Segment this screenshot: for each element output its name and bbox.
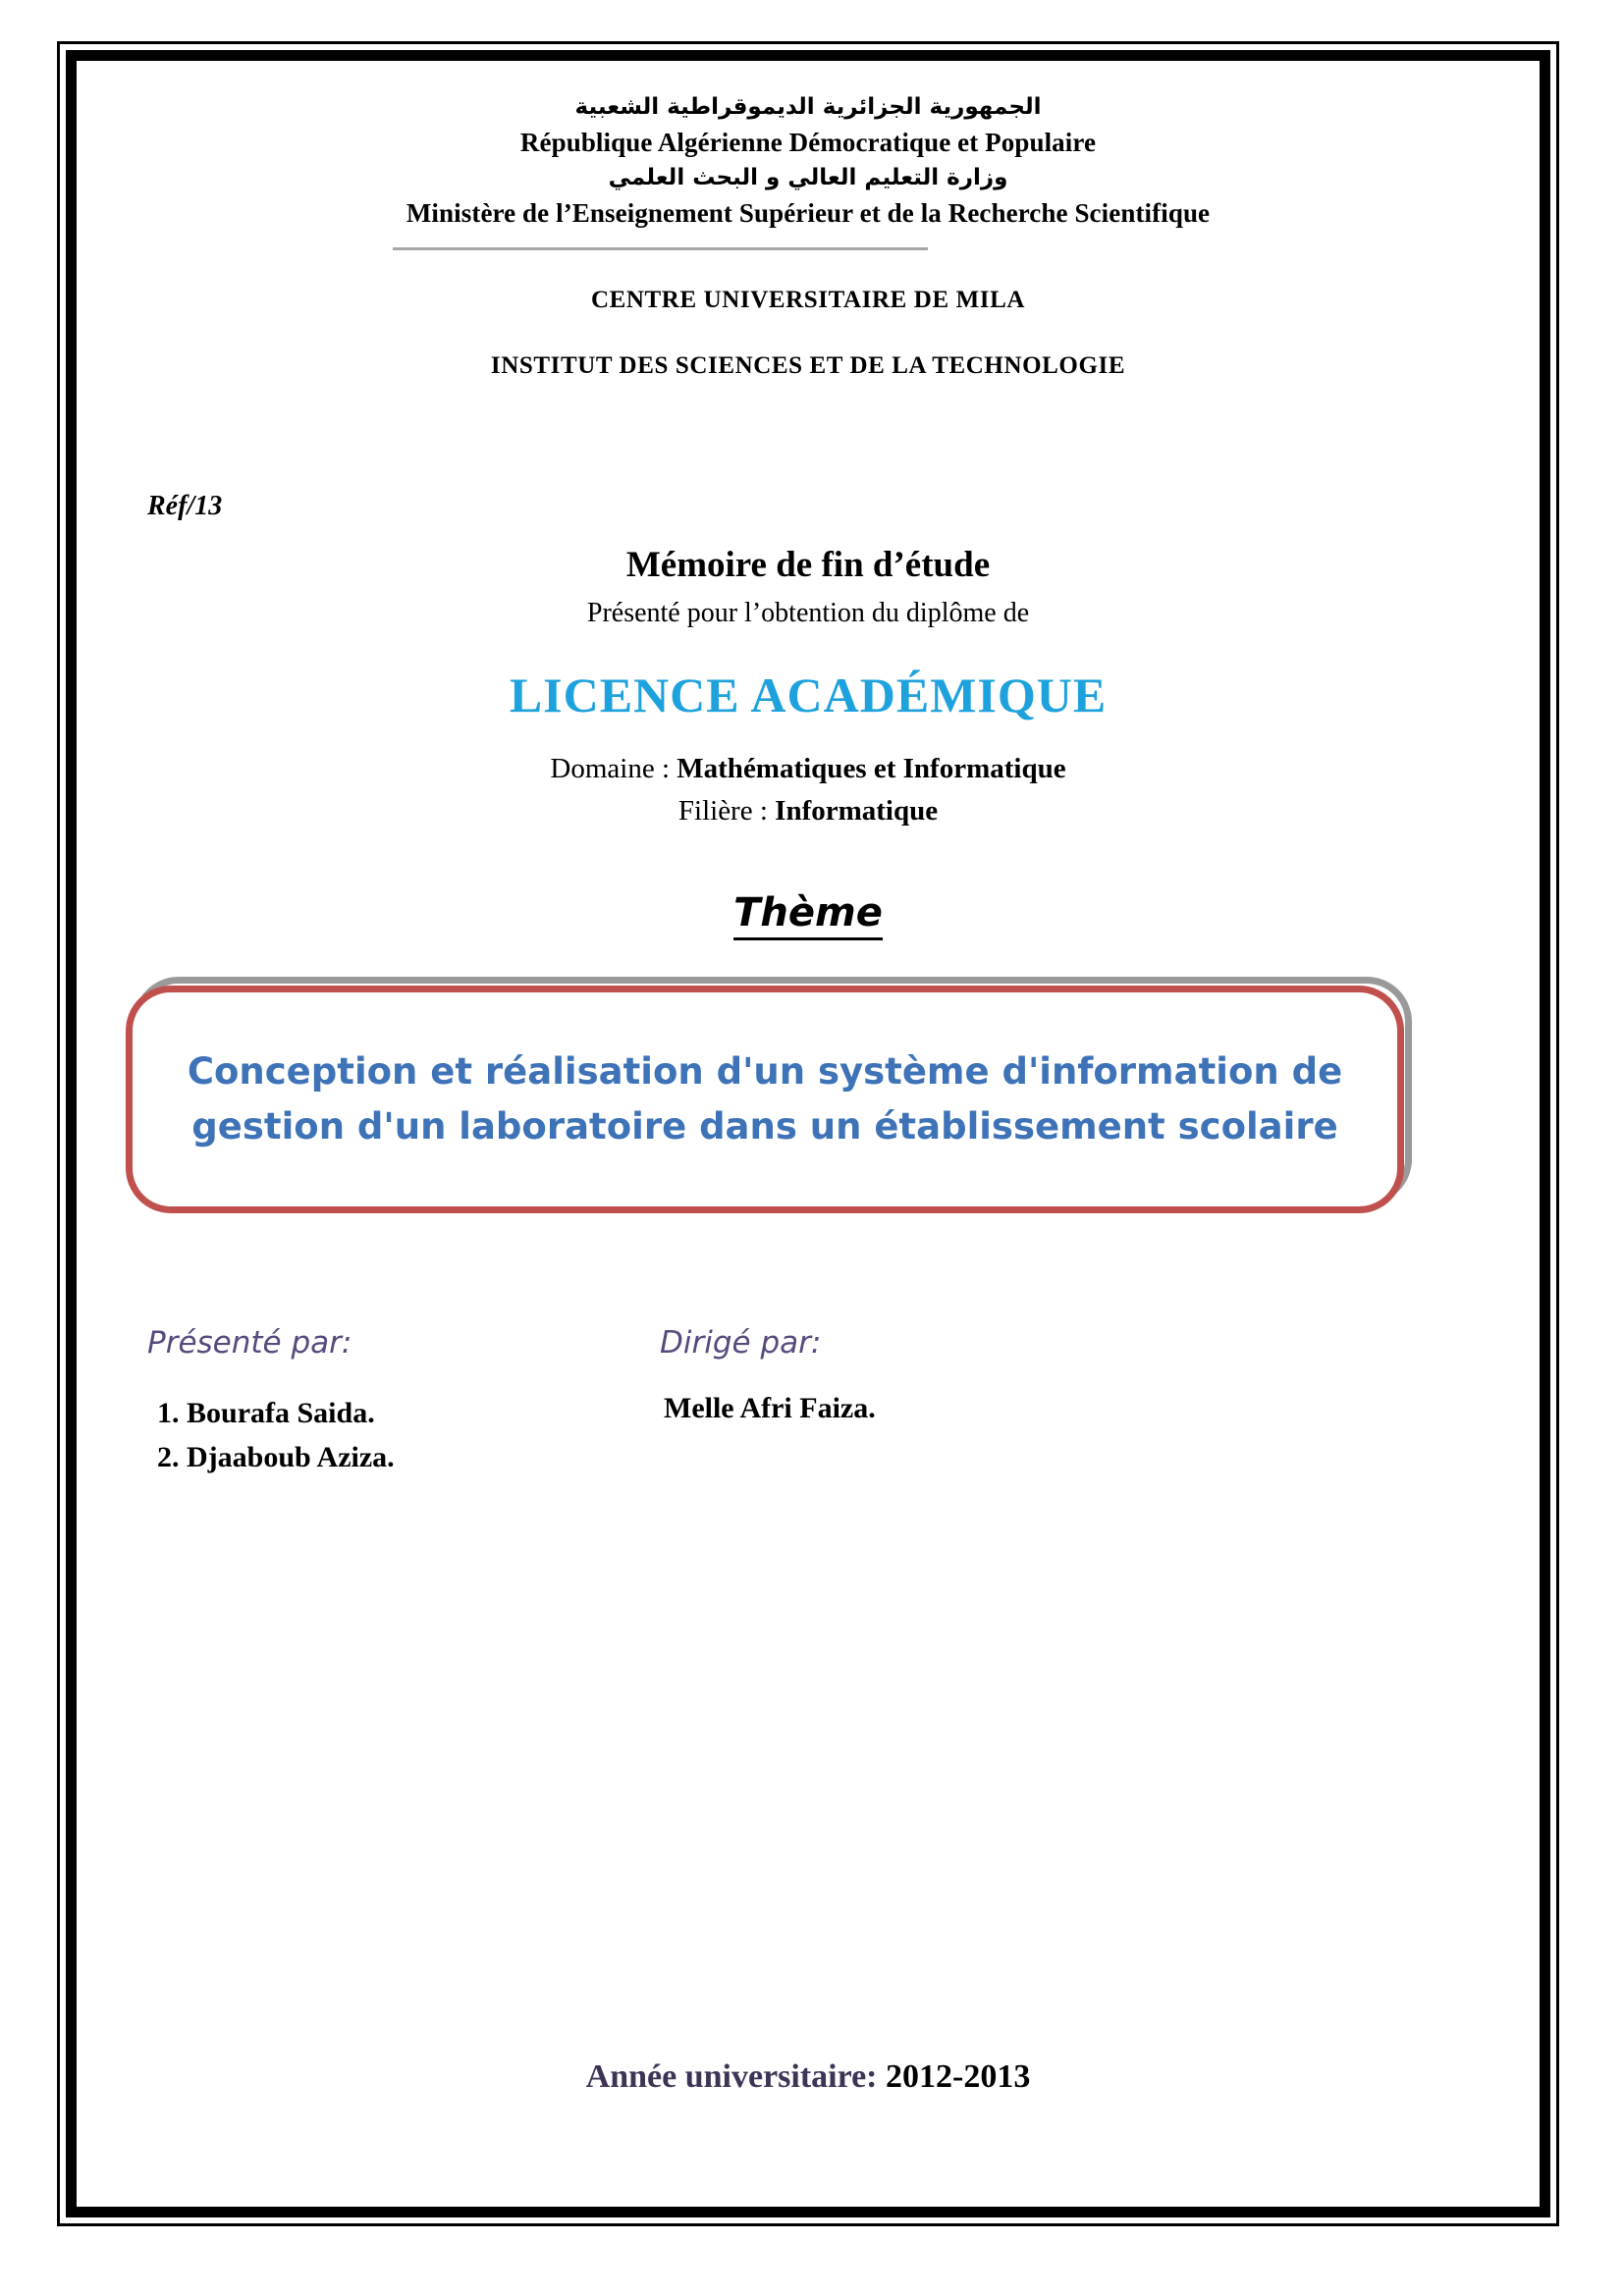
filiere-line <box>77 795 1540 828</box>
domain-value: Mathématiques et Informatique <box>677 753 1066 784</box>
academic-year <box>77 2058 1540 2096</box>
thesis-title: Conception et réalisation d'un système d'information de gestion d'un laboratoire dans un établissement scolaire <box>187 1050 1343 1148</box>
list-item: 2. Djaaboub Aziza. <box>187 1435 395 1479</box>
memoire-subtitle: Présenté pour l’obtention du diplôme de <box>586 598 1030 628</box>
theme-heading-text: Thème <box>733 890 883 940</box>
academic-year-label: Année universitaire <box>585 2058 867 2095</box>
institute-name: INSTITUT DES SCIENCES ET DE LA TECHNOLOGIE <box>490 352 1126 379</box>
header-divider <box>393 247 928 250</box>
theme-heading <box>77 890 1540 935</box>
domain-label: Domaine : <box>550 753 677 784</box>
republic-french-line: République Algérienne Démocratique et Populaire <box>519 128 1097 157</box>
presented-by-label: Présenté par: <box>147 1325 352 1361</box>
list-item: 1. Bourafa Saida. <box>187 1391 395 1435</box>
filiere-label: Filière : <box>677 795 776 827</box>
academic-year-value: 2012-2013 <box>886 2058 1031 2095</box>
memoire-title: Mémoire de fin d’étude <box>625 545 991 585</box>
filiere-value: Informatique <box>775 795 939 827</box>
ministry-french-line: Ministère de l’Enseignement Supérieur et de la Recherche Scientifique <box>406 198 1211 228</box>
degree-name: LICENCE ACADÉMIQUE <box>509 667 1108 722</box>
republic-arabic-line: الجمهورية الجزائرية الديموقراطية الشعبية <box>574 94 1042 120</box>
university-name: CENTRE UNIVERSITAIRE DE MILA <box>590 287 1026 313</box>
ministry-arabic-line: وزارة التعليم العالي و البحث العلمي <box>608 165 1008 190</box>
cover-page-sheet <box>77 61 1540 2207</box>
authors-list <box>135 1391 395 1479</box>
academic-year-separator: : <box>866 2058 886 2095</box>
supervised-by-label: Dirigé par: <box>660 1325 822 1361</box>
reference-code: Réf/13 <box>147 491 223 521</box>
institutional-header <box>77 90 1540 232</box>
thesis-title-box <box>126 986 1404 1213</box>
supervisor-name: Melle Afri Faiza. <box>664 1392 876 1424</box>
domain-line <box>77 753 1540 785</box>
